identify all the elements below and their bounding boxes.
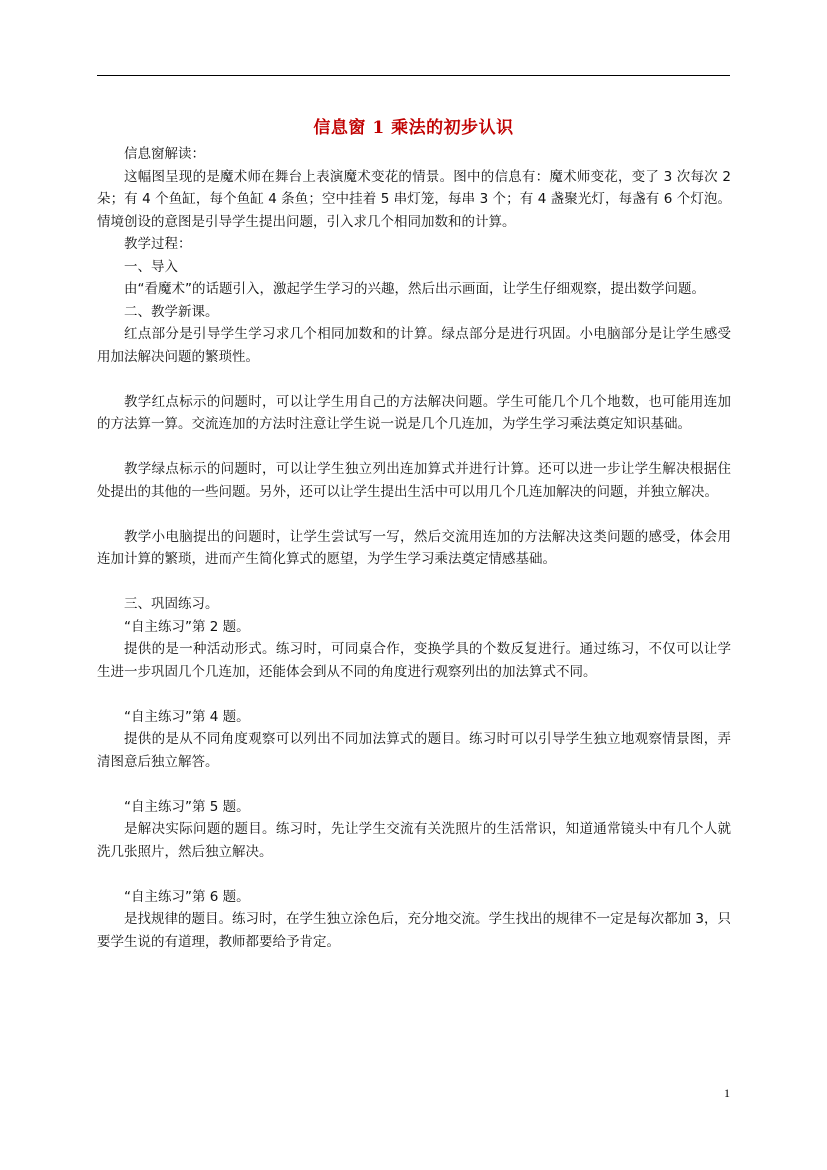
paragraph: 信息窗解读： [124, 146, 205, 162]
paragraph-gap [97, 503, 731, 526]
paragraph: 是解决实际问题的题目。练习时，先让学生交流有关洗照片的生活常识，知道通常镜头中有几个人就洗几张照片，然后独立解决。 [97, 821, 731, 860]
paragraph: 教学过程： [124, 236, 192, 252]
paragraph: “自主练习”第 5 题。 [124, 798, 250, 815]
paragraph: 是找规律的题目。练习时，在学生独立涂色后，充分地交流。学生找出的规律不一定是每次都加 3，只要学生说的有道理，教师都要给予肯定。 [97, 911, 731, 950]
paragraph: 提供的是从不同角度观察可以列出不同加法算式的题目。练习时可以引导学生独立地观察情景图，弄清图意后独立解答。 [97, 731, 731, 770]
paragraph: 教学绿点标示的问题时，可以让学生独立列出连加算式并进行计算。还可以进一步让学生解决根据住处提出的其他的一些问题。另外，还可以让学生提出生活中可以用几个几连加解决的问题，并独立解决。 [97, 461, 731, 500]
paragraph-gap [97, 683, 731, 706]
paragraph: 由“看魔术”的话题引入，激起学生学习的兴趣，然后出示画面，让学生仔细观察，提出数学问题。 [124, 281, 705, 297]
paragraph: 这幅图呈现的是魔术师在舞台上表演魔术变花的情景。图中的信息有：魔术师变花，变了 3 次每次 2 朵；有 4 个鱼缸，每个鱼缸 4 条鱼；空中挂着 5 串灯笼，每串 3 个；有 4 盏聚光灯，每盏有 6 个灯泡。情境创设的意图是引导学生提出问题，引入求几个相同加数和的计算。 [97, 168, 731, 230]
page-number: 1 [724, 1086, 730, 1100]
paragraph: 红点部分是引导学生学习求几个相同加数和的计算。绿点部分是进行巩固。小电脑部分是让学生感受用加法解决问题的繁琐性。 [97, 326, 731, 365]
paragraph: 一、导入 [124, 258, 178, 275]
paragraph: “自主练习”第 4 题。 [124, 708, 250, 725]
paragraph: “自主练习”第 6 题。 [124, 888, 250, 905]
paragraph-gap [97, 773, 731, 796]
paragraph: 提供的是一种活动形式。练习时，可同桌合作，变换学具的个数反复进行。通过练习，不仅可以让学生进一步巩固几个几连加，还能体会到从不同的角度进行观察列出的加法算式不同。 [97, 641, 731, 680]
paragraph: 三、巩固练习。 [124, 596, 219, 612]
paragraph-gap [97, 368, 731, 391]
document-title: 信息窗 1 乘法的初步认识 [313, 118, 514, 138]
header-rule [97, 75, 730, 76]
document-body [97, 143, 731, 953]
paragraph-gap [97, 436, 731, 459]
paragraph-gap [97, 863, 731, 886]
paragraph-gap [97, 571, 731, 594]
paragraph: “自主练习”第 2 题。 [124, 618, 250, 635]
paragraph: 二、教学新课。 [124, 303, 219, 320]
paragraph: 教学小电脑提出的问题时，让学生尝试写一写，然后交流用连加的方法解决这类问题的感受，体会用连加计算的繁琐，进而产生简化算式的愿望，为学生学习乘法奠定情感基础。 [97, 528, 731, 567]
paragraph: 教学红点标示的问题时，可以让学生用自己的方法解决问题。学生可能几个几个地数，也可能用连加的方法算一算。交流连加的方法时注意让学生说一说是几个几连加，为学生学习乘法奠定知识基础。 [97, 393, 731, 432]
